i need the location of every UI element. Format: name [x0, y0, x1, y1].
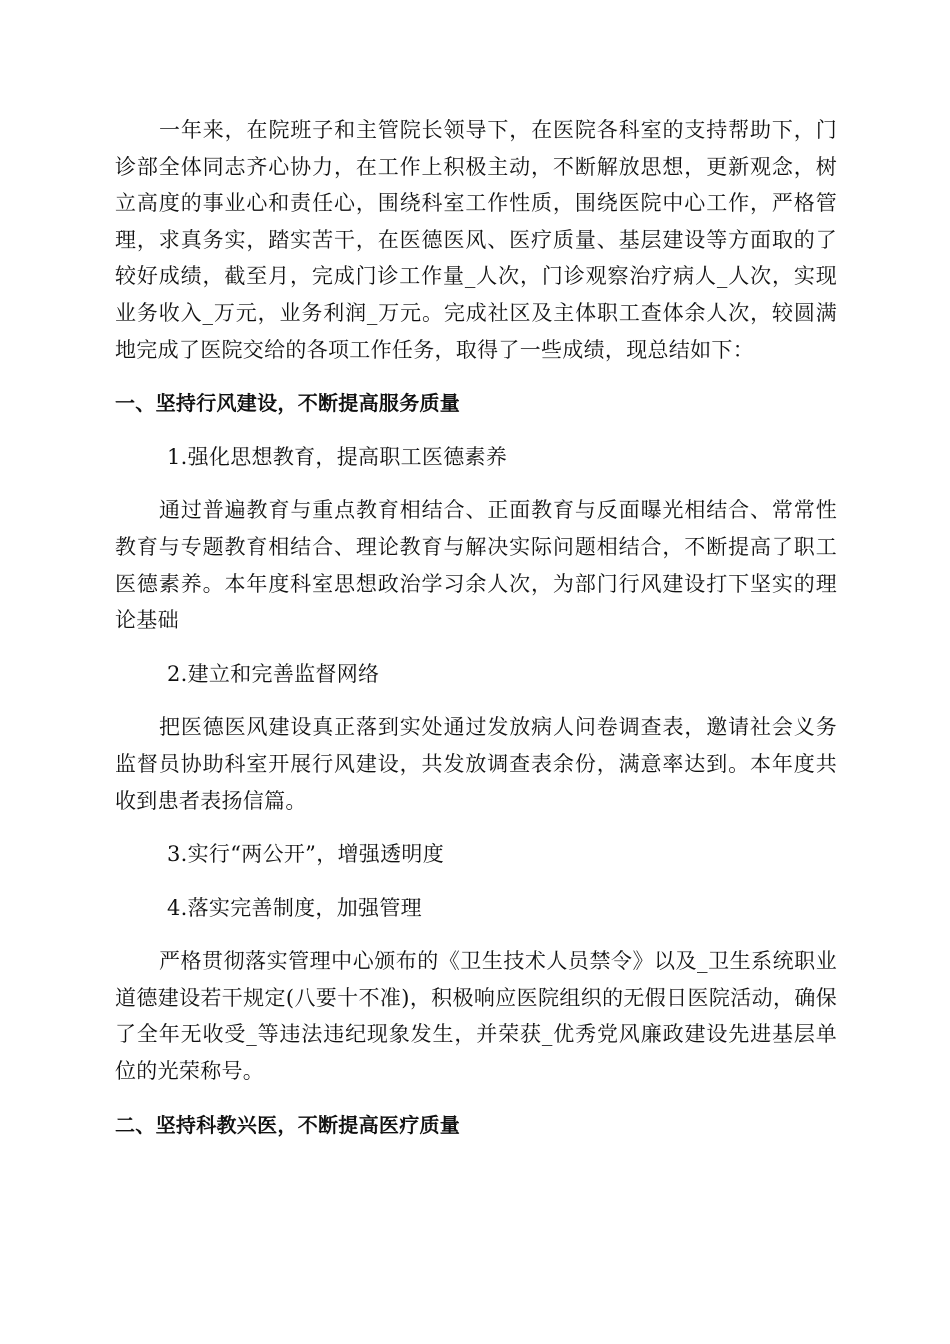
item-title-2: 2.建立和完善监督网络 [167, 661, 380, 686]
item-title-1: 1.强化思想教育，提高职工医德素养 [167, 444, 508, 469]
item-title-3: 3.实行“两公开”，增强透明度 [167, 842, 445, 867]
intro-paragraph: 一年来，在院班子和主管院长领导下，在医院各科室的支持帮助下，门诊部全体同志齐心协力，在工作上积极主动，不断解放思想，更新观念，树立高度的事业心和责任心，围绕科室工作性质，围绕医院中心工作，严格管理，求真务实，踏实苦干，在医德医风、医疗质量、基层建设等方面取的了较好成绩，截至月，完成门诊工作量_人次，门诊观察治疗病人_人次，实现业务收入_万元，业务利润_万元。完成社区及主体职工查体余人次，较圆满地完成了医院交给的各项工作任务，取得了一些成绩，现总结如下： [115, 118, 837, 362]
item-title-4: 4.落实完善制度，加强管理 [167, 895, 422, 920]
item-body-2: 把医德医风建设真正落到实处通过发放病人问卷调查表，邀请社会义务监督员协助科室开展行风建设，共发放调查表余份，满意率达到。本年度共收到患者表扬信篇。 [115, 715, 837, 813]
section-heading-2: 二、坚持科教兴医，不断提高医疗质量 [115, 1112, 461, 1137]
item-body-4: 严格贯彻落实管理中心颁布的《卫生技术人员禁令》以及_卫生系统职业道德建设若干规定(八要十不准)，积极响应医院组织的无假日医院活动，确保了全年无收受_等违法违纪现象发生，并荣获_优秀党风廉政建设先进基层单位的光荣称号。 [115, 949, 837, 1084]
item-body-1: 通过普遍教育与重点教育相结合、正面教育与反面曝光相结合、常常性教育与专题教育相结合、理论教育与解决实际问题相结合，不断提高了职工医德素养。本年度科室思想政治学习余人次，为部门行风建设打下坚实的理论基础 [115, 498, 837, 633]
section-heading-1: 一、坚持行风建设，不断提高服务质量 [115, 391, 461, 416]
document-page [115, 112, 837, 1143]
